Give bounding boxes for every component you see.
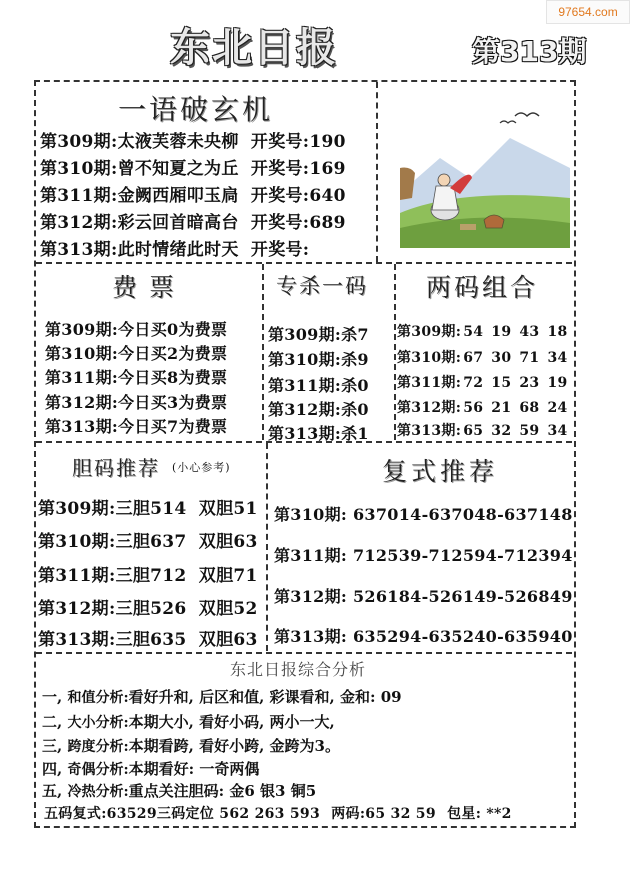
compound-row [274,584,573,607]
analysis-num: 一, [42,688,63,706]
two-code-period: 第313期: [397,423,462,439]
draw-label: 开奖号: [250,159,310,179]
waste-ticket-row: 第313期:今日买7为费票 [45,417,228,436]
two-code-row [397,321,576,341]
two-code-period: 第309期: [397,324,462,340]
two-code-pair: 43 [519,324,540,340]
waste-ticket-row: 第311期:今日买8为费票 [45,368,228,387]
bold-codes-row [38,594,258,619]
analysis-num: 三, [42,737,63,755]
bold-codes-row [38,494,258,519]
triple-label: 三胆 [115,630,151,650]
divider-riddle-vertical [376,82,378,262]
two-code-label: 两码 [331,806,360,822]
kill-one-heading: 专杀一码 [276,274,368,298]
analysis-heading: 东北日报综合分析 [230,660,367,679]
draw-number: 640 [309,186,346,206]
riddle-text: 金阙西厢叩玉扃 [117,186,239,206]
bold-period: 第309期: [38,499,116,519]
compound-codes: 526184-526149-526849 [352,587,573,606]
two-code-period: 第310期: [397,350,462,366]
triple-label: 三胆 [115,566,151,586]
analysis-label: 冷热分析: [67,784,129,800]
analysis-row [42,686,402,707]
analysis-row [42,758,259,779]
compound-codes: 712539-712594-712394 [352,546,573,565]
riddle-text: 曾不知夏之为丘 [117,159,239,179]
analysis-num: 五, [42,782,63,800]
kill-one-row: 第312期:杀0 [268,400,369,419]
double-label: 双胆 [198,630,234,650]
waste-ticket-heading: 费票 [112,273,187,302]
compound-period: 第313期: [274,627,348,646]
two-code-pair: 15 [491,375,512,391]
waste-ticket-row: 第310期:今日买2为费票 [45,344,228,363]
riddle-row [40,127,346,152]
bold-codes-note: (小心参考) [172,461,231,474]
compound-row [274,624,573,647]
compound-period: 第312期: [274,587,348,606]
analysis-num: 二, [42,713,63,731]
divider-kill-right [394,264,396,440]
compound-period: 第310期: [274,505,348,524]
draw-label: 开奖号: [250,186,310,206]
waste-ticket-row: 第309期:今日买0为费票 [45,320,228,339]
draw-label: 开奖号: [250,132,310,152]
five-code-label: 五码复式 [44,806,102,822]
compound-row [274,502,573,525]
riddle-text: 太液芙蓉未央柳 [117,132,239,152]
riddle-row [40,181,346,206]
riddle-period: 第313期: [40,240,118,260]
draw-label: 开奖号: [250,240,310,260]
triple-value: 712 [150,566,187,586]
two-code-pair: 34 [547,423,568,439]
analysis-label: 和值分析: [67,690,129,706]
riddle-text: 彩云回首暗高台 [117,213,239,233]
analysis-num: 四, [42,760,63,778]
bold-period: 第313期: [38,630,116,650]
two-code-pair: 34 [547,350,568,366]
draw-label: 开奖号: [250,213,310,233]
double-value: 63 [233,532,258,552]
masthead-title: 东北日报 [170,25,338,71]
compound-heading: 复式推荐 [382,457,499,486]
two-code-pair: 21 [491,400,512,416]
analysis-label: 跨度分析: [67,739,129,755]
analysis-text: 本期看好: 一奇两偶 [128,760,260,778]
star-label: 包星 [447,806,476,822]
two-code-heading: 两码组合 [426,273,539,302]
summary-footer [44,803,512,823]
triple-label: 三胆 [115,499,151,519]
two-code-pair: 19 [547,375,568,391]
two-code-row [397,420,576,440]
two-code-pair: 67 [463,350,484,366]
five-code-value: :63529 [101,806,157,822]
draw-number: 689 [309,213,346,233]
analysis-text: 重点关注胆码: 金6 银3 铜5 [128,782,317,800]
divider-analysis [36,652,572,654]
kill-one-row: 第311期:杀0 [268,376,369,395]
analysis-row [42,735,340,756]
kill-one-row: 第313期:杀1 [268,424,369,443]
riddle-row [40,154,346,179]
three-code-label: 三码定位 [156,806,215,822]
analysis-row [42,711,335,732]
double-value: 71 [233,566,258,586]
two-code-pair: 56 [463,400,484,416]
draw-number: 169 [309,159,346,179]
triple-value: 526 [150,599,187,619]
divider-top [36,262,572,264]
two-code-pair: 18 [547,324,568,340]
riddle-period: 第311期: [40,186,118,206]
bold-codes-heading: 胆码推荐 [72,456,160,480]
triple-value: 637 [150,532,187,552]
two-code-pair: 54 [463,324,484,340]
scholar-illustration [400,98,570,248]
analysis-text: 本期看跨, 看好小跨, 金跨为3。 [128,737,340,755]
compound-codes: 635294-635240-635940 [352,627,573,646]
issue-number: 第313期 [472,35,587,68]
compound-period: 第311期: [274,546,348,565]
compound-row [274,543,573,566]
analysis-label: 大小分析: [67,715,129,731]
double-value: 52 [233,599,258,619]
two-code-pair: 24 [547,400,568,416]
two-code-row [397,372,576,392]
two-code-pair: 71 [519,350,540,366]
triple-label: 三胆 [115,532,151,552]
two-code-period: 第312期: [397,400,462,416]
divider-bold-compound [266,443,268,651]
riddle-text: 此时情绪此时天 [117,240,239,260]
two-code-pair: 68 [519,400,540,416]
riddle-heading: 一语破玄机 [118,93,274,126]
two-code-pair: 32 [491,423,512,439]
two-code-row [397,397,576,417]
double-label: 双胆 [198,599,234,619]
double-label: 双胆 [198,566,234,586]
triple-value: 514 [150,499,187,519]
analysis-text: 本期大小, 看好小码, 两小一大, [128,713,335,731]
star-value: : **2 [475,806,512,822]
bold-period: 第310期: [38,532,116,552]
riddle-row [40,235,309,260]
riddle-row [40,208,346,233]
two-code-period: 第311期: [397,375,462,391]
triple-label: 三胆 [115,599,151,619]
double-label: 双胆 [198,499,234,519]
analysis-row [42,780,316,801]
bold-period: 第311期: [38,566,116,586]
two-code-pair: 30 [491,350,512,366]
two-code-row [397,347,576,367]
bold-codes-row [38,527,258,552]
analysis-label: 奇偶分析: [67,762,129,778]
divider-kill-left [262,264,264,440]
riddle-period: 第309期: [40,132,118,152]
analysis-text: 看好升和, 后区和值, 彩课看和, 金和: 09 [128,688,402,706]
double-value: 63 [233,630,258,650]
two-code-pair: 19 [491,324,512,340]
riddle-period: 第310期: [40,159,118,179]
compound-codes: 637014-637048-637148 [352,505,573,524]
waste-ticket-row: 第312期:今日买3为费票 [45,393,228,412]
draw-number: 190 [309,132,346,152]
kill-one-row: 第309期:杀7 [268,325,369,344]
bold-codes-row [38,561,258,586]
two-code-pair: 72 [463,375,484,391]
site-watermark: 97654.com [546,0,630,24]
two-code-pair: 23 [519,375,540,391]
double-value: 51 [233,499,258,519]
two-code-pair: 59 [519,423,540,439]
two-code-value: :65 32 59 [359,806,436,822]
bold-period: 第312期: [38,599,116,619]
triple-value: 635 [150,630,187,650]
riddle-period: 第312期: [40,213,118,233]
double-label: 双胆 [198,532,234,552]
bold-codes-row [38,625,258,650]
kill-one-row: 第310期:杀9 [268,350,369,369]
two-code-pair: 65 [463,423,484,439]
three-code-value: 562 263 593 [219,806,321,822]
